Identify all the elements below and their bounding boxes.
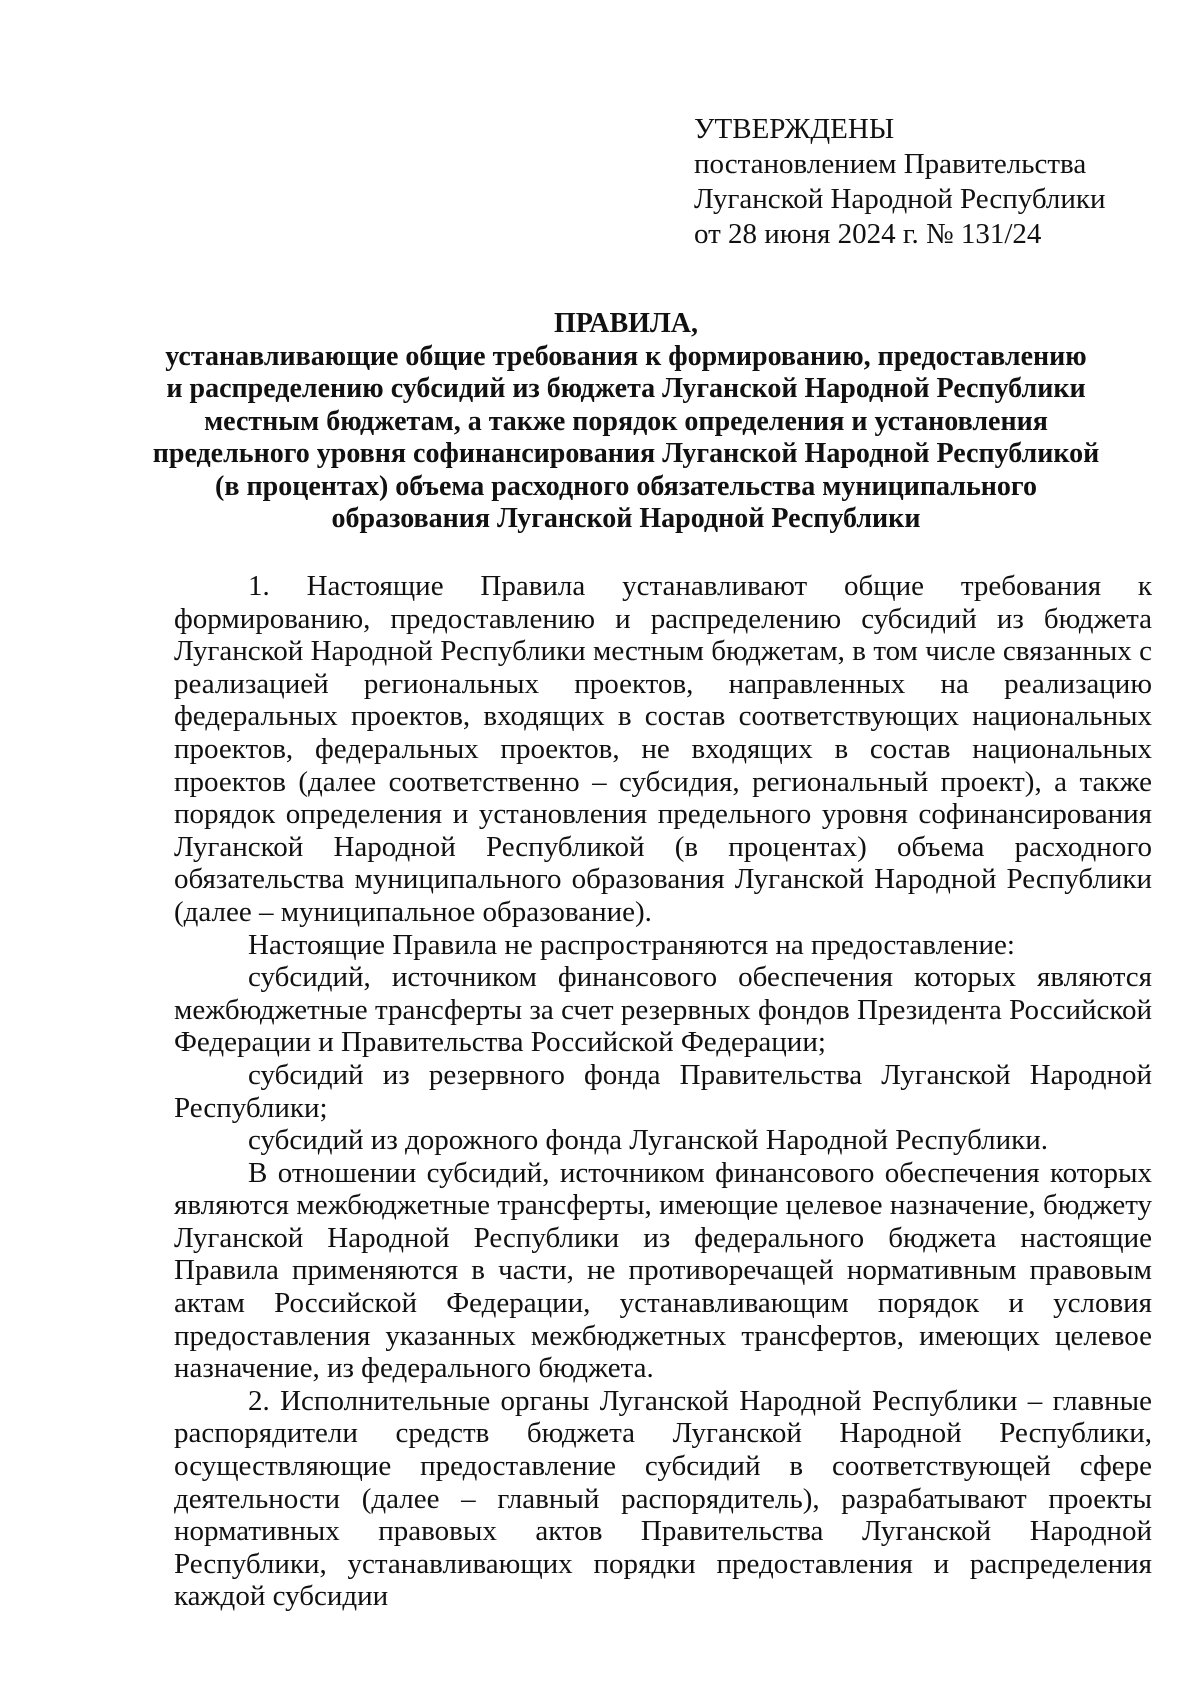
paragraph-exclusions-intro: Настоящие Правила не распространяются на предоставление: [248,928,1015,961]
title-line: (в процентах) объема расходного обязательства муниципального [215,470,1037,502]
paragraph-federal-transfers: В отношении субсидий, источником финансового обеспечения которых являются межбюджетные трансферты, имеющие целевое назначение, бюджету Луганской Народной Республики из федерального бюджета настоящие Правила применяются в части, не противоречащей нормативным правовым актам Российской Федерации, устанавливающим порядок и условия предоставления указанных межбюджетных трансфертов, имеющих целевое назначение, из федерального бюджета. [174,1156,1152,1385]
approval-authority: постановлением Правительства [694,148,1087,180]
approval-government: Луганской Народной Республики [694,183,1106,215]
paragraph-exclusion-reserve-funds: субсидий, источником финансового обеспечения которых являются межбюджетные трансферты за счет резервных фондов Президента Российской Федерации и Правительства Российской Федерации; [174,961,1152,1059]
title-line: устанавливающие общие требования к формированию, предоставлению [165,340,1087,372]
title-heading: ПРАВИЛА, [553,308,699,339]
title-line: образования Луганской Народной Республики [331,503,921,534]
paragraph-exclusion-government-fund: субсидий из резервного фонда Правительства Луганской Народной Республики; [174,1058,1152,1124]
title-line: предельного уровня софинансирования Луганской Народной Республикой [152,438,1100,469]
document-title [150,308,1102,536]
title-line: местным бюджетам, а также порядок определения и установления [204,405,1048,437]
paragraph-2: 2. Исполнительные органы Луганской Народной Республики – главные распорядители средств бюджета Луганской Народной Республики, осуществляющие предоставление субсидий в соответствующей сфере деятельности (далее – главный распорядитель), разрабатывают проекты нормативных правовых актов Правительства Луганской Народной Республики, устанавливающих порядки предоставления и распределения каждой субсидии [174,1384,1152,1613]
approval-date-number: от 28 июня 2024 г. № 131/24 [694,218,1042,250]
document-body [174,570,1152,1613]
title-line: и распределению субсидий из бюджета Луганской Народной Республики [166,373,1086,404]
approval-status: УТВЕРЖДЕНЫ [694,113,895,145]
paragraph-exclusion-road-fund: субсидий из дорожного фонда Луганской Народной Республики. [248,1124,1048,1157]
paragraph-1: 1. Настоящие Правила устанавливают общие требования к формированию, предоставлению и распределению субсидий из бюджета Луганской Народной Республики местным бюджетам, в том числе связанных с реализацией региональных проектов, направленных на реализацию федеральных проектов, входящих в состав соответствующих национальных проектов, федеральных проектов, не входящих в состав национальных проектов (далее соответственно – субсидия, региональный проект), а также порядок определения и установления предельного уровня софинансирования Луганской Народной Республикой (в процентах) объема расходного обязательства муниципального образования Луганской Народной Республики (далее – муниципальное образование). [174,570,1152,928]
approval-block [694,112,1174,252]
